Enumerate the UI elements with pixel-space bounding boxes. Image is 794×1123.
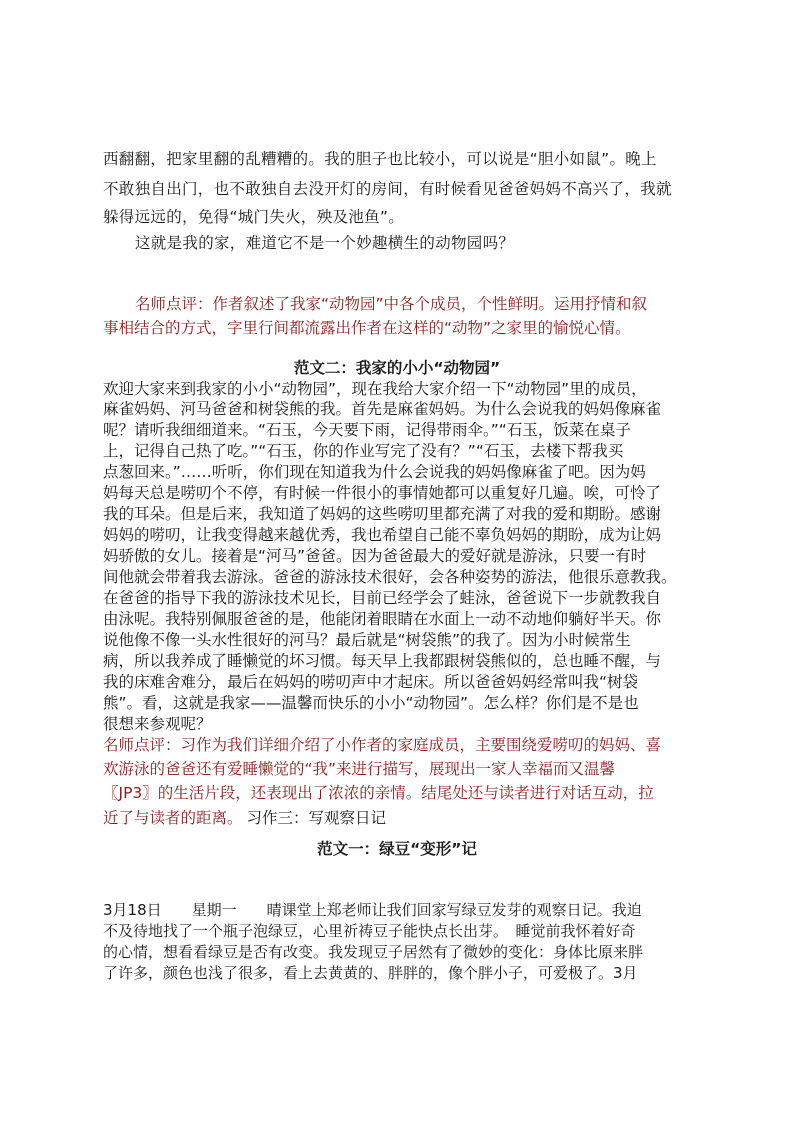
paragraph-line: 间他就会带着我去游泳。爸爸的游泳技术很好，会各种姿势的游法，他很乐意教我。 (103, 568, 677, 586)
paragraph-line: 在爸爸的指导下我的游泳技术见长，目前已经学会了蛙泳，爸爸说下一步就教我自 (103, 589, 662, 607)
diary-line: 3月18日 星期一 晴课堂上郑老师让我们回家写绿豆发芽的观察日记。我迫 (103, 901, 642, 919)
paragraph-line: 说他像不像一头水性很好的河马？最后就是“树袋熊”的我了。因为小时候常生 (103, 631, 631, 649)
section-heading: 习作三：写观察日记 (246, 809, 387, 827)
paragraph-line: 上，记得自己热了吃。”“石玉，你的作业写完了没有？”“石玉，去楼下帮我买 (103, 442, 624, 460)
essay-title: 范文一：绿豆“变形”记 (317, 840, 477, 858)
paragraph-line: 病，所以我养成了睡懒觉的坏习惯。每天早上我都跟树袋熊似的，总也睡不醒，与 (103, 652, 662, 670)
comment-last-line (103, 808, 386, 828)
paragraph-line: 点葱回来。”……听听，你们现在知道我为什么会说我的妈妈像麻雀了吧。因为妈 (103, 463, 646, 481)
diary-line: 的心情，想看看绿豆是否有改变。我发现豆子居然有了微妙的变化：身体比原来胖 (103, 943, 644, 961)
diary-line: 不及待地找了一个瓶子泡绿豆，心里祈祷豆子能快点长出芽。 睡觉前我怀着好奇 (103, 922, 636, 940)
paragraph-line: 由泳呢。我特别佩服爸爸的是，他能闭着眼睛在水面上一动不动地仰躺好半天。你 (103, 610, 662, 628)
paragraph-line: 不敢独自出门，也不敢独自去没开灯的房间，有时候看见爸爸妈妈不高兴了，我就 (103, 180, 672, 198)
paragraph-line: 妈骄傲的女儿。接着是“河马”爸爸。因为爸爸最大的爱好就是游泳，只要一有时 (103, 547, 647, 565)
paragraph-line: 西翻翻，把家里翻的乱糟糟的。我的胆子也比较小，可以说是“胆小如鼠”。晚上 (103, 150, 657, 168)
paragraph-line: 麻雀妈妈、河马爸爸和树袋熊的我。首先是麻雀妈妈。为什么会说我的妈妈像麻雀 (103, 400, 662, 418)
paragraph-line: 呢？请听我细细道来。“石玉，今天要下雨，记得带雨伞。”“石玉，饭菜在桌子 (103, 421, 631, 439)
teacher-comment: 近了与读者的距离。 (103, 809, 243, 827)
paragraph-line: 妈每天总是唠叨个不停，有时候一件很小的事情她都可以重复好几遍。唉，可怜了 (103, 484, 662, 502)
paragraph-line: 这就是我的家，难道它不是一个妙趣横生的动物园吗？ (135, 234, 515, 252)
teacher-comment: 欢游泳的爸爸还有爱睡懒觉的“我”来进行描写，展现出一家人幸福而又温馨 (103, 760, 616, 778)
diary-line: 了许多，颜色也浅了很多，看上去黄黄的、胖胖的，像个胖小子，可爱极了。3月 (103, 964, 638, 982)
paragraph-line: 很想来参观呢？ (103, 715, 212, 733)
paragraph-line: 欢迎大家来到我家的小小“动物园”，现在我给大家介绍一下“动物园”里的成员， (103, 380, 647, 398)
essay-title: 范文二：我家的小小“动物园” (293, 359, 501, 377)
paragraph-line: 我的耳朵。但是后来，我知道了妈妈的这些唠叨里都充满了对我的爱和期盼。感谢 (103, 505, 662, 523)
teacher-comment: 〖JP3〗的生活片段，还表现出了浓浓的亲情。结尾处还与读者进行对话互动，拉 (103, 784, 654, 802)
teacher-comment: 名师点评：作者叙述了我家“动物园”中各个成员，个性鲜明。运用抒情和叙 (135, 295, 648, 313)
teacher-comment: 事相结合的方式，字里行间都流露出作者在这样的“动物”之家里的愉悦心情。 (103, 319, 631, 337)
paragraph-line: 妈妈的唠叨，让我变得越来越优秀，我也希望自己能不辜负妈妈的期盼，成为让妈 (103, 526, 662, 544)
teacher-comment: 名师点评：习作为我们详细介绍了小作者的家庭成员，主要围绕爱唠叨的妈妈、喜 (103, 736, 662, 754)
paragraph-line: 躲得远远的，免得“城门失火，殃及池鱼”。 (103, 208, 405, 226)
paragraph-line: 我的床难舍难分，最后在妈妈的唠叨声中才起床。所以爸爸妈妈经常叫我“树袋 (103, 673, 639, 691)
paragraph-line: 熊”。看，这就是我家——温馨而快乐的小小“动物园”。怎么样？你们是不是也 (103, 694, 639, 712)
